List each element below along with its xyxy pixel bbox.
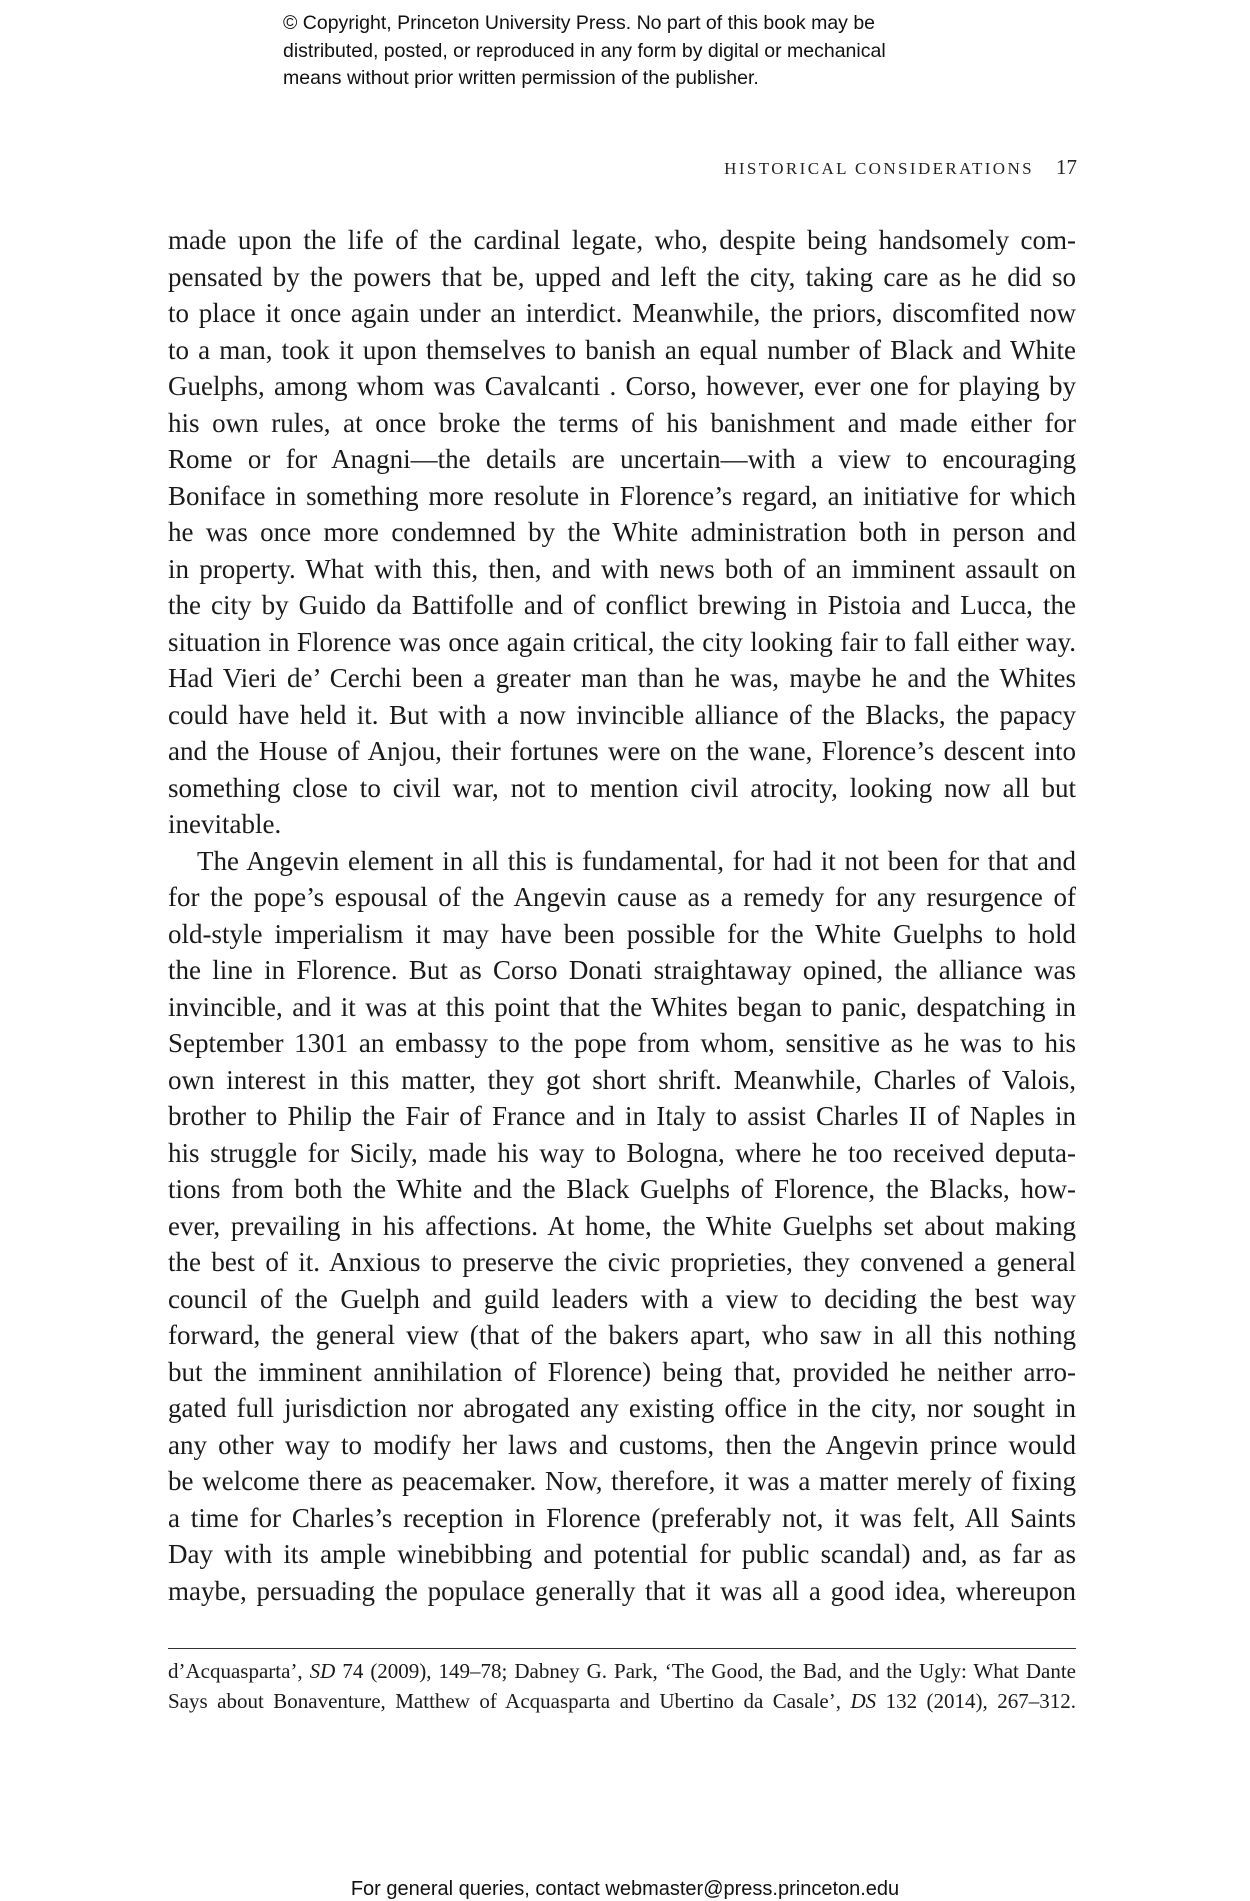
text-line: maybe, persuading the populace generally that it was all a good idea, whereupon bbox=[168, 1575, 1076, 1606]
footnote-text: 74 (2009), 149–78; Dabney G. Park, ‘The Good, the Bad, and the Ugly: What Dante bbox=[335, 1659, 1076, 1683]
text-line: but the imminent annihilation of Florence) being that, provided he neither arro- bbox=[168, 1356, 1076, 1387]
text-line: any other way to modify her laws and customs, then the Angevin prince would bbox=[168, 1429, 1076, 1460]
running-head-title: HISTORICAL CONSIDERATIONS bbox=[724, 159, 1034, 178]
text-line: the best of it. Anxious to preserve the civic proprieties, they convened a general bbox=[168, 1247, 1076, 1277]
text-line: invincible, and it was at this point that the Whites began to panic, despatching in bbox=[168, 991, 1076, 1022]
text-line: in property. What with this, then, and with news both of an imminent assault on bbox=[168, 553, 1076, 584]
text-line: could have held it. But with a now invincible alliance of the Blacks, the papacy bbox=[168, 699, 1076, 730]
text-line: his own rules, at once broke the terms of his banishment and made either for bbox=[168, 407, 1076, 438]
footnote-line bbox=[168, 1686, 1076, 1716]
text-line: something close to civil war, not to mention civil atrocity, looking now all but bbox=[168, 772, 1076, 803]
footnote-text: Says about Bonaventure, Matthew of Acquasparta and Ubertino da Casale’, bbox=[168, 1689, 851, 1713]
paragraph-1 bbox=[168, 222, 1076, 843]
text-line: pensated by the powers that be, upped and left the city, taking care as he did so bbox=[168, 261, 1076, 292]
text-line: Guelphs, among whom was Cavalcanti . Corso, however, ever one for playing by bbox=[168, 371, 1076, 401]
footnote-text: d’Acquasparta’, bbox=[168, 1659, 310, 1683]
running-head bbox=[160, 155, 1077, 180]
text-line: council of the Guelph and guild leaders with a view to deciding the best way bbox=[168, 1283, 1076, 1314]
text-line: ever, prevailing in his affections. At home, the White Guelphs set about making bbox=[168, 1210, 1076, 1241]
footer-contact: For general queries, contact webmaster@press.princeton.edu bbox=[350, 1878, 900, 1900]
text-line: be welcome there as peacemaker. Now, therefore, it was a matter merely of fixing bbox=[168, 1466, 1076, 1496]
text-line: Rome or for Anagni—the details are uncertain—with a view to encouraging bbox=[168, 444, 1076, 474]
text-line: September 1301 an embassy to the pope from whom, sensitive as he was to his bbox=[168, 1028, 1076, 1058]
journal-abbrev: DS bbox=[850, 1689, 877, 1713]
text-line: Had Vieri de’ Cerchi been a greater man than he was, maybe he and the Whites bbox=[168, 663, 1076, 693]
text-line: for the pope’s espousal of the Angevin cause as a remedy for any resurgence of bbox=[168, 882, 1076, 912]
text-line: a time for Charles’s reception in Florence (preferably not, it was felt, All Saints bbox=[168, 1502, 1076, 1533]
text-line: Day with its ample winebibbing and potential for public scandal) and, as far as bbox=[168, 1539, 1076, 1569]
text-line: tions from both the White and the Black Guelphs of Florence, the Blacks, how- bbox=[168, 1174, 1076, 1204]
text-line: the line in Florence. But as Corso Donati straightaway opined, the alliance was bbox=[168, 955, 1076, 985]
footnote-line bbox=[168, 1656, 1076, 1686]
footnote-text: 132 (2014), 267–312. bbox=[876, 1689, 1076, 1713]
footnote-rule bbox=[168, 1648, 1076, 1649]
journal-abbrev: SD bbox=[309, 1659, 336, 1683]
text-line: brother to Philip the Fair of France and in Italy to assist Charles II of Naples in bbox=[168, 1101, 1076, 1131]
paragraph-2 bbox=[168, 843, 1076, 1610]
text-line: made upon the life of the cardinal legate, who, despite being handsomely com- bbox=[168, 225, 1076, 255]
text-line: inevitable. bbox=[168, 809, 282, 839]
text-line: old-style imperialism it may have been possible for the White Guelphs to hold bbox=[168, 918, 1076, 949]
footnote bbox=[168, 1656, 1076, 1716]
page-number: 17 bbox=[1056, 155, 1077, 179]
copyright-line: © Copyright, Princeton University Press. No part of this book may be bbox=[283, 12, 876, 34]
text-line: and the House of Anjou, their fortunes were on the wane, Florence’s descent into bbox=[168, 736, 1076, 766]
text-line: Boniface in something more resolute in Florence’s regard, an initiative for which bbox=[168, 480, 1076, 511]
text-line: forward, the general view (that of the bakers apart, who saw in all this nothing bbox=[168, 1320, 1076, 1350]
text-line: he was once more condemned by the White administration both in person and bbox=[168, 517, 1076, 547]
copyright-notice bbox=[283, 10, 1083, 93]
text-line: situation in Florence was once again critical, the city looking fair to fall either way. bbox=[168, 626, 1076, 657]
text-line: the city by Guido da Battifolle and of conflict brewing in Pistoia and Lucca, the bbox=[168, 590, 1076, 620]
text-line: to place it once again under an interdict. Meanwhile, the priors, discomfited now bbox=[168, 298, 1076, 328]
text-line: to a man, took it upon themselves to banish an equal number of Black and White bbox=[168, 334, 1076, 365]
text-line: his struggle for Sicily, made his way to Bologna, where he too received deputa- bbox=[168, 1137, 1076, 1168]
text-line: The Angevin element in all this is fundamental, for had it not been for that and bbox=[197, 845, 1076, 876]
copyright-line: distributed, posted, or reproduced in any form by digital or mechanical bbox=[283, 39, 886, 62]
text-line: own interest in this matter, they got short shrift. Meanwhile, Charles of Valois, bbox=[168, 1064, 1076, 1095]
body-text bbox=[168, 222, 1076, 1609]
copyright-line: means without prior written permission of the publisher. bbox=[283, 67, 759, 89]
text-line: gated full jurisdiction nor abrogated any existing office in the city, nor sought in bbox=[168, 1393, 1076, 1423]
